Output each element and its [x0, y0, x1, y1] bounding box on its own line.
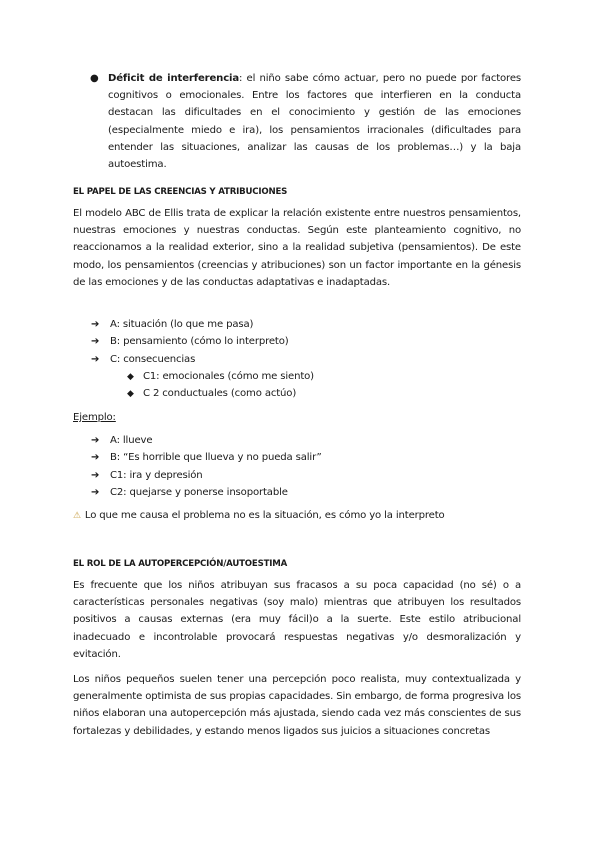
arrow-icon: ➔: [91, 336, 100, 348]
section-heading-beliefs: EL PAPEL DE LAS CREENCIAS Y ATRIBUCIONES: [73, 187, 288, 197]
list-item: ➔ C: consecuencias: [91, 351, 289, 368]
list-item: ➔ A: llueve: [91, 432, 322, 449]
list-item: ➔ A: situación (lo que me pasa): [91, 316, 289, 333]
list-item: ➔ B: “Es horrible que llueva y no pueda salir”: [91, 449, 322, 466]
list-item: ◆ C1: emocionales (cómo me siento): [127, 368, 314, 385]
interference-term: Déficit de interferencia: [108, 73, 240, 84]
attribution-paragraph: Es frecuente que los niños atribuyan sus fracasos a su poca capacidad (no sé) o a características personales negativas (soy malo) mientras que atribuyen los resultados positivos a causas externas (era muy fácil)o a la suerte. Este estilo atribucional inadecuado e incontrolable provocará respuestas negativas y/o desmoralización y evitación.: [73, 580, 521, 660]
arrow-icon: ➔: [91, 319, 100, 330]
bullet-dot-icon: ●: [90, 73, 99, 84]
abc-model-paragraph: El modelo ABC de Ellis trata de explicar la relación existente entre nuestros pensamientos, nuestras emociones y nuestras conductas. Según este planteamiento cognitivo, no reaccionamos a la realidad exterior, sino a la realidad subjetiva (pensamientos). De este modo, los pensamientos (creencias y atribuciones) son un factor importante en la génesis de las emociones y de las conductas adaptativas e inadaptadas.: [73, 208, 521, 288]
warning-text: Lo que me causa el problema no es la situación, es cómo yo la interpreto: [84, 510, 445, 521]
warning-icon: ⚠: [73, 511, 81, 521]
self-perception-paragraph: Los niños pequeños suelen tener una percepción poco realista, muy contextualizada y generalmente optimista de sus propias capacidades. Sin embargo, de forma progresiva los niños elaboran una autopercepción más ajustada, siendo cada vez más conscientes de sus fortalezas y debilidades, y estando menos ligados sus juicios a situaciones concretas: [73, 674, 521, 737]
arrow-icon: ➔: [91, 452, 100, 464]
list-item: ➔ C2: quejarse y ponerse insoportable: [91, 484, 322, 501]
example-label: Ejemplo:: [73, 412, 116, 423]
section-heading-self-perception: EL ROL DE LA AUTOPERCEPCIÓN/AUTOESTIMA: [73, 559, 288, 569]
diamond-icon: ◆: [127, 372, 134, 382]
list-item: ➔ C1: ira y depresión: [91, 467, 322, 484]
list-item: ◆ C 2 conductuales (como actúo): [127, 385, 314, 402]
arrow-icon: ➔: [91, 469, 100, 481]
abc-list: [91, 316, 289, 368]
example-list: [91, 432, 322, 501]
warning-note: [73, 507, 445, 525]
interference-deficit-bullet: [108, 70, 521, 173]
arrow-icon: ➔: [91, 486, 100, 498]
arrow-icon: ➔: [91, 353, 100, 365]
consequences-sublist: [127, 368, 314, 403]
list-item: ➔ B: pensamiento (cómo lo interpreto): [91, 333, 289, 350]
arrow-icon: ➔: [91, 435, 100, 446]
interference-text: : el niño sabe cómo actuar, pero no puede por factores cognitivos o emocionales. Entre los factores que interfieren en la conducta destacan las dificultades en el conocimiento y gestión de las emociones (especialmente miedo e ira), los pensamientos irracionales (dificultades para entender las situaciones, analizar las causas de los problemas…) y la baja autoestima.: [108, 73, 521, 171]
diamond-icon: ◆: [127, 389, 134, 400]
